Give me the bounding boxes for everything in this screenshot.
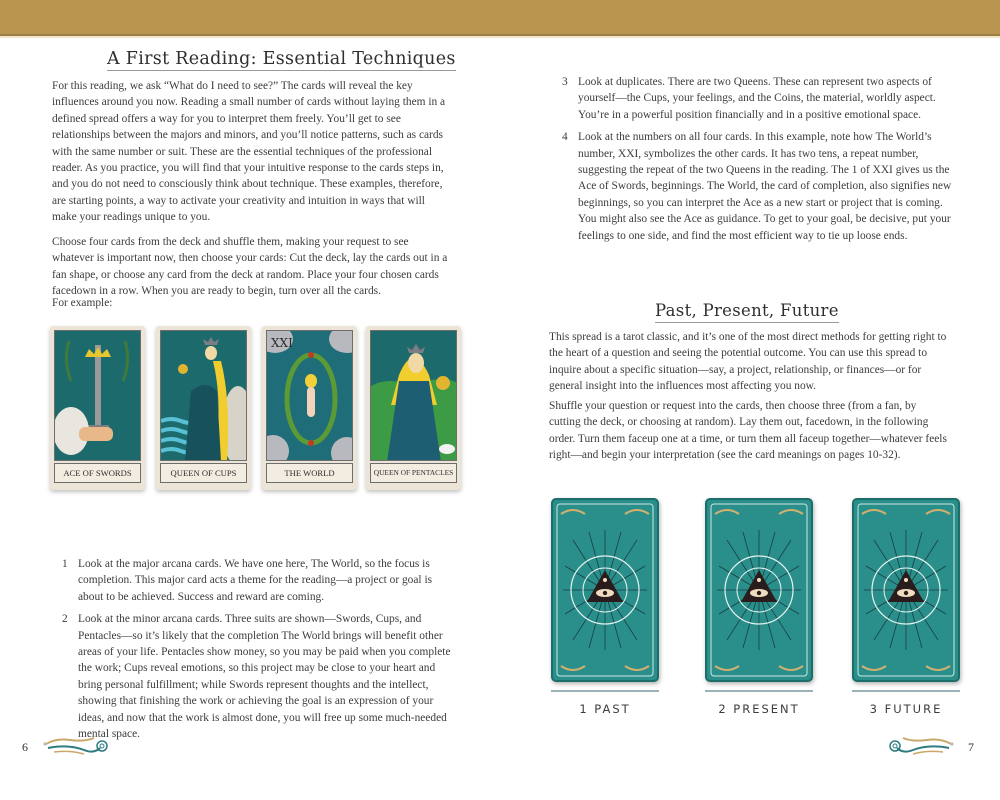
tarot-card-queen-of-cups <box>156 326 251 490</box>
card-back-present <box>705 498 813 682</box>
step-text: Look at the numbers on all four cards. In this example, note how The World’s number, XXI, symbolizes the other cards. It has two tens, a repeat number, suggesting the repeat of the two Queens in the reading. The 1 of XXI gives us the Ace of Swords, beginnings. The World, the card of completion, also signifies new beginnings, so you can interpret the Ace as a new start or project that is coming. You might also see the Ace as guidance. To get to your goal, be decisive, put your feelings to one side, and find the most efficient way to tie up loose ends. <box>578 131 952 242</box>
card-name-label: ACE OF SWORDS <box>54 463 141 483</box>
step-number: 1 <box>62 558 68 570</box>
card-illustration <box>54 330 141 461</box>
position-label-past: 1 PAST <box>579 702 631 716</box>
step-item <box>562 74 962 123</box>
card-name-label: QUEEN OF PENTACLES <box>370 463 457 483</box>
left-page <box>0 36 500 800</box>
interpretation-steps-list-continued <box>562 74 962 250</box>
step-number: 4 <box>562 131 568 144</box>
section-title-past-present-future: Past, Present, Future <box>655 302 839 323</box>
card-illustration <box>160 330 247 461</box>
divider-rule <box>551 690 659 692</box>
intro-paragraph: For this reading, we ask “What do I need to see?” The cards will reveal the key influences around you now. Reading a small number of cards without laying them in a defined spread offers a way for you to interpret them freely. You’ll get to see relationships between the majors and minors, and you’ll notice patterns, such as cards with the same number or suit. These are the essential techniques of the professional reader. As you practice, you will find that your intuitive response to the cards steps in, and you do not need to consciously think about technique. These examples, therefore, are starting points, a way to activate your creativity and intuition in ways that will make your readings unique to you. <box>52 80 446 224</box>
card-back-future <box>852 498 960 682</box>
page-title-first-reading: A First Reading: Essential Techniques <box>107 49 456 71</box>
eye-of-providence-icon <box>707 500 811 680</box>
right-page <box>500 36 1000 800</box>
page-number-left: 6 <box>22 740 28 754</box>
position-label-future: 3 FUTURE <box>869 702 943 716</box>
card-name-label: QUEEN OF CUPS <box>160 463 247 483</box>
tarot-card-ace-of-swords <box>50 326 145 490</box>
ornament-flourish-icon <box>42 736 112 758</box>
card-back-past <box>551 498 659 682</box>
eye-of-providence-icon <box>553 500 657 680</box>
header-gold-band <box>0 0 1000 36</box>
tarot-card-queen-of-pentacles <box>366 326 461 490</box>
step-text: Look at duplicates. There are two Queens. These can represent two aspects of yourself—the Cups, your feelings, and the Coins, the material, worldly aspect. You’re in a powerful position financially and in a positive emotional space. <box>578 76 936 121</box>
example-label: For example: <box>52 297 113 309</box>
position-label-present: 2 PRESENT <box>718 702 800 716</box>
step-item <box>562 129 962 244</box>
divider-rule <box>705 690 813 692</box>
example-card-spread <box>50 326 460 492</box>
step-item <box>62 611 457 742</box>
card-illustration <box>370 330 457 461</box>
shuffle-instructions-paragraph: Shuffle your question or request into the cards, then choose three (from a fan, by cutting the deck, or choosing at random). Lay them out, facedown, in the following order. Turn them faceup one at a time, or turn them all faceup together—whatever feels right—and begin your interpretation (see the card meanings on pages 10-32). <box>549 400 947 462</box>
eye-of-providence-icon <box>854 500 958 680</box>
step-text: Look at the minor arcana cards. Three suits are shown—Swords, Cups, and Pentacles—so it’s likely that the completion The World brings will benefit other areas of your life. Pentacles show money, so you may be paid when you complete the work; Cups reveal emotions, so this project may be close to your heart and bring personal fulfillment; while Swords represent thoughts and the intellect, showing that finishing the work or achieving the goal is an expression of your ideas, and now that the work is almost done, you will free up some much-needed mental space. <box>78 613 451 741</box>
step-text: Look at the major arcana cards. We have one here, The World, so the focus is completion. This major card acts a theme for the reading—a project or goal is about to be achieved. Success and reward are coming. <box>78 558 433 603</box>
spread-intro-paragraph: This spread is a tarot classic, and it’s one of the most direct methods for getting right to the heart of a question and seeing the potential outcome. You can use this spread to inquire about a specific situation—say, a project, relationship, or finances—or for general insight into the influences most affecting you now. <box>549 331 947 393</box>
interpretation-steps-list <box>62 556 457 748</box>
card-name-label: THE WORLD <box>266 463 353 483</box>
svg-text:XXI: XXI <box>271 336 293 350</box>
tarot-card-the-world <box>262 326 357 490</box>
card-illustration <box>266 330 353 461</box>
page-number-right: 7 <box>968 740 974 754</box>
step-number: 3 <box>562 76 568 88</box>
ornament-flourish-icon <box>885 736 955 758</box>
step-number: 2 <box>62 613 68 626</box>
divider-rule <box>852 690 960 692</box>
choose-cards-paragraph: Choose four cards from the deck and shuffle them, making your request to see whatever is important now, then choose your cards: Cut the deck, lay the cards out in a fan shape, or choose any card from the deck at random. Place your four chosen cards facedown in a row. When you are ready to begin, turn over all the cards. <box>52 236 448 298</box>
step-item <box>62 556 457 605</box>
